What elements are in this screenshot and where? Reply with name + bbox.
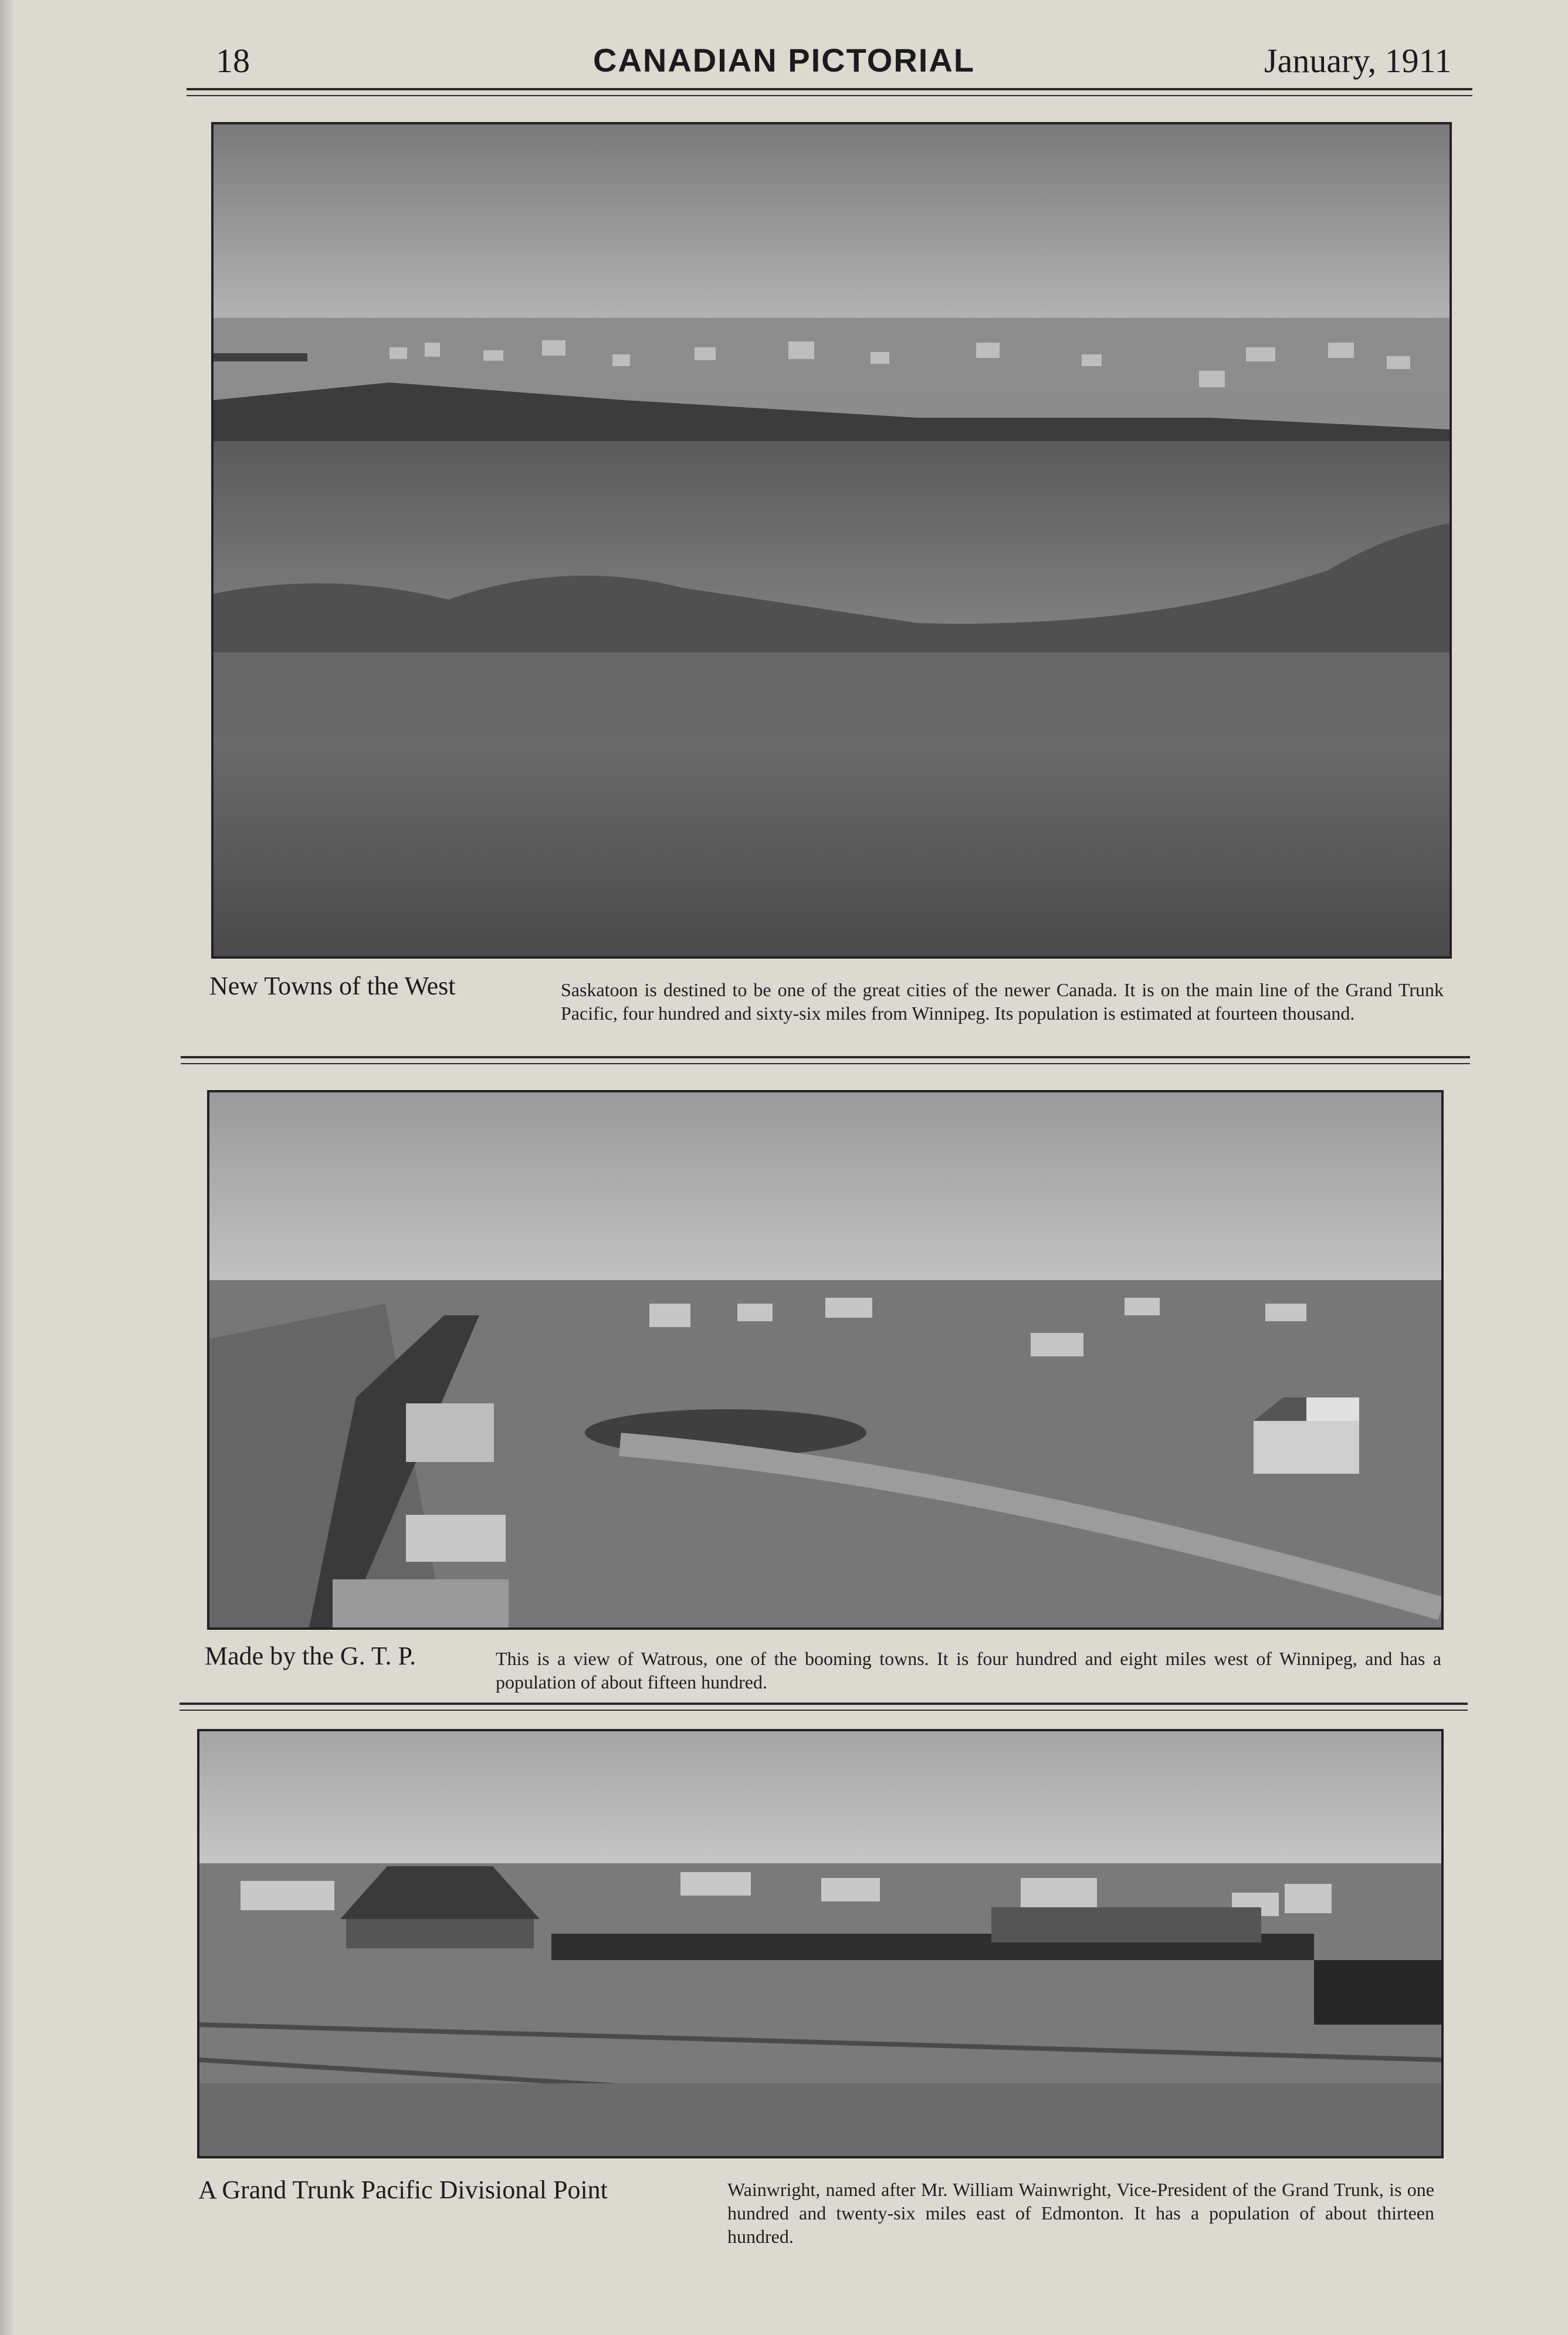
issue-date: January, 1911 — [1264, 42, 1452, 80]
section-divider-2 — [180, 1703, 1468, 1705]
page-edge — [0, 0, 13, 2335]
section-divider-2-thin — [180, 1710, 1468, 1711]
section-divider-1 — [181, 1056, 1470, 1058]
caption-wainwright: Wainwright, named after Mr. William Wainwright, Vice-President of the Grand Trunk, is one hundred and twenty-six miles east of Edmonton. It has a population of about thirteen hundred. — [727, 2179, 1434, 2247]
caption-watrous: This is a view of Watrous, one of the booming towns. It is four hundred and eight miles west of Winnipeg, and has a population of about fifteen hundred. — [496, 1648, 1441, 1693]
photo-saskatoon — [211, 122, 1452, 959]
section-title-wainwright: A Grand Trunk Pacific Divisional Point — [198, 2175, 608, 2204]
photo-watrous — [207, 1090, 1444, 1630]
page-number: 18 — [216, 42, 250, 80]
header-rule — [187, 88, 1472, 90]
section-title-saskatoon: New Towns of the West — [209, 972, 456, 1000]
section-title-watrous: Made by the G. T. P. — [205, 1642, 416, 1670]
section-divider-1-thin — [181, 1063, 1470, 1064]
header-rule-thin — [187, 95, 1472, 96]
publication-title: CANADIAN PICTORIAL — [593, 42, 975, 79]
photo-wainwright — [197, 1729, 1444, 2158]
caption-saskatoon: Saskatoon is destined to be one of the great cities of the newer Canada. It is on the main line of the Grand Trunk Pacific, four hundred and sixty-six miles from Winnipeg. Its population is estimated at fourteen thousand. — [561, 979, 1444, 1024]
